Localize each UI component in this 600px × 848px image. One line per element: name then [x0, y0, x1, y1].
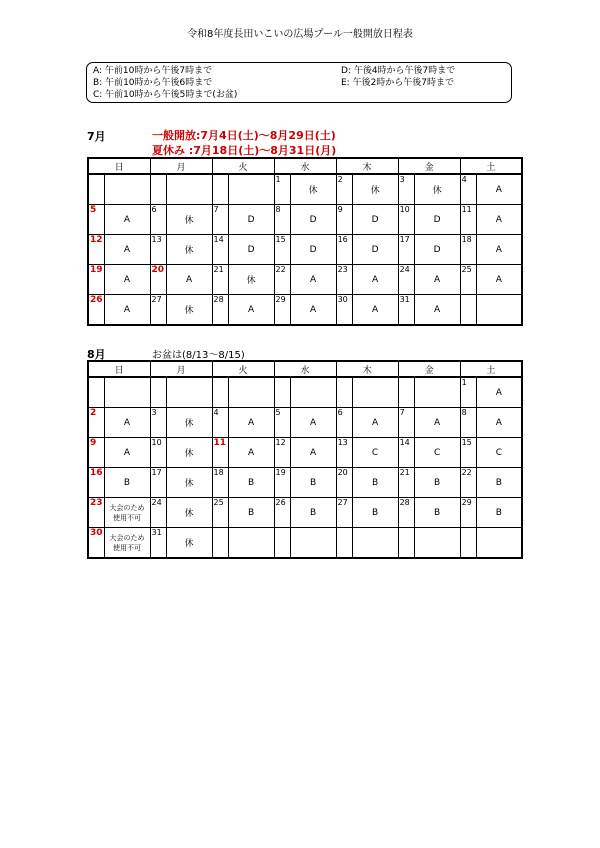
calendar-week-row — [88, 468, 522, 498]
july-summer-period: 夏休み :7月18日(土)～8月31日(月) — [152, 144, 337, 157]
day-number: 5 — [88, 205, 104, 235]
day-number: 12 — [274, 438, 290, 468]
day-status: 大会のため 使用不可 — [104, 528, 150, 559]
calendar-week-row — [88, 498, 522, 528]
day-number: 14 — [212, 235, 228, 265]
day-status: D — [290, 235, 336, 265]
day-status — [476, 295, 522, 326]
day-status: 休 — [166, 295, 212, 326]
day-number: 30 — [88, 528, 104, 559]
august-calendar — [87, 360, 523, 559]
day-number: 6 — [150, 205, 166, 235]
day-number — [88, 174, 104, 205]
day-number: 26 — [88, 295, 104, 326]
day-number: 12 — [88, 235, 104, 265]
july-label: 7月 — [87, 130, 106, 143]
day-status — [290, 528, 336, 559]
day-status: D — [228, 235, 274, 265]
calendar-week-row — [88, 265, 522, 295]
day-number — [336, 528, 352, 559]
day-number: 25 — [212, 498, 228, 528]
day-number: 2 — [88, 408, 104, 438]
day-status: A — [228, 295, 274, 326]
day-number: 18 — [460, 235, 476, 265]
day-status: A — [104, 265, 150, 295]
day-status: 休 — [166, 528, 212, 559]
august-label: 8月 — [87, 348, 106, 361]
day-number: 6 — [336, 408, 352, 438]
day-number — [150, 377, 166, 408]
legend-b: B: 午前10時から午後6時まで — [93, 78, 213, 88]
day-number: 9 — [88, 438, 104, 468]
weekday-header: 火 — [212, 361, 274, 377]
day-number: 1 — [460, 377, 476, 408]
day-status: A — [414, 408, 460, 438]
day-number: 13 — [336, 438, 352, 468]
day-number: 23 — [336, 265, 352, 295]
day-status: B — [352, 468, 398, 498]
day-number: 21 — [212, 265, 228, 295]
day-status: A — [476, 377, 522, 408]
day-status: B — [414, 468, 460, 498]
day-number — [150, 174, 166, 205]
day-number: 16 — [88, 468, 104, 498]
day-number: 7 — [398, 408, 414, 438]
calendar-week-row — [88, 205, 522, 235]
day-status: A — [104, 408, 150, 438]
day-number — [398, 528, 414, 559]
day-number: 20 — [150, 265, 166, 295]
day-status: A — [290, 408, 336, 438]
day-status: C — [414, 438, 460, 468]
day-status: D — [414, 235, 460, 265]
day-number: 10 — [150, 438, 166, 468]
day-number: 27 — [150, 295, 166, 326]
day-number: 31 — [398, 295, 414, 326]
day-status — [414, 377, 460, 408]
day-status: B — [104, 468, 150, 498]
day-status: A — [352, 295, 398, 326]
day-number: 28 — [212, 295, 228, 326]
day-status: B — [352, 498, 398, 528]
day-status — [476, 528, 522, 559]
legend-d: D: 午後4時から午後7時まで — [341, 66, 456, 76]
day-status — [104, 377, 150, 408]
day-number — [460, 528, 476, 559]
weekday-header: 木 — [336, 158, 398, 174]
day-number — [336, 377, 352, 408]
day-number: 22 — [274, 265, 290, 295]
day-number: 11 — [460, 205, 476, 235]
day-number: 17 — [150, 468, 166, 498]
day-status: 休 — [414, 174, 460, 205]
july-general-period: 一般開放:7月4日(土)～8月29日(土) — [152, 129, 336, 142]
day-number: 4 — [212, 408, 228, 438]
day-status: A — [104, 235, 150, 265]
weekday-header: 土 — [460, 158, 522, 174]
day-number: 28 — [398, 498, 414, 528]
day-status: A — [476, 235, 522, 265]
day-number: 3 — [150, 408, 166, 438]
day-number: 29 — [274, 295, 290, 326]
day-status: A — [104, 295, 150, 326]
day-number — [398, 377, 414, 408]
day-number — [212, 377, 228, 408]
calendar-week-row — [88, 438, 522, 468]
day-status: 休 — [290, 174, 336, 205]
day-status: A — [290, 438, 336, 468]
day-number: 23 — [88, 498, 104, 528]
day-status: B — [228, 498, 274, 528]
day-status — [290, 377, 336, 408]
day-status: 休 — [352, 174, 398, 205]
day-number: 21 — [398, 468, 414, 498]
day-number: 7 — [212, 205, 228, 235]
day-status: 休 — [166, 468, 212, 498]
day-number: 31 — [150, 528, 166, 559]
calendar-week-row — [88, 174, 522, 205]
weekday-header: 金 — [398, 361, 460, 377]
day-status — [352, 377, 398, 408]
day-number: 14 — [398, 438, 414, 468]
legend-box — [86, 62, 512, 103]
day-status: A — [352, 265, 398, 295]
day-number — [274, 377, 290, 408]
day-status — [228, 377, 274, 408]
day-number: 4 — [460, 174, 476, 205]
day-number — [274, 528, 290, 559]
day-number: 10 — [398, 205, 414, 235]
calendar-week-row — [88, 408, 522, 438]
day-number: 25 — [460, 265, 476, 295]
weekday-header: 土 — [460, 361, 522, 377]
day-status: D — [290, 205, 336, 235]
day-status: A — [414, 265, 460, 295]
day-number: 26 — [274, 498, 290, 528]
day-status: 大会のため 使用不可 — [104, 498, 150, 528]
calendar-week-row — [88, 235, 522, 265]
day-status — [104, 174, 150, 205]
day-number: 17 — [398, 235, 414, 265]
day-status: D — [352, 235, 398, 265]
day-status: B — [476, 498, 522, 528]
legend-a: A: 午前10時から午後7時まで — [93, 66, 213, 76]
day-number: 24 — [398, 265, 414, 295]
day-status — [228, 174, 274, 205]
day-status: D — [228, 205, 274, 235]
legend-c: C: 午前10時から午後5時まで(お盆) — [93, 90, 238, 100]
day-number: 29 — [460, 498, 476, 528]
day-status: B — [290, 498, 336, 528]
day-number: 13 — [150, 235, 166, 265]
day-number: 27 — [336, 498, 352, 528]
day-status: A — [104, 438, 150, 468]
day-status: 休 — [166, 205, 212, 235]
weekday-header: 金 — [398, 158, 460, 174]
day-status: A — [166, 265, 212, 295]
legend-e: E: 午後2時から午後7時まで — [341, 78, 455, 88]
weekday-header: 日 — [88, 361, 150, 377]
day-number: 9 — [336, 205, 352, 235]
day-number: 16 — [336, 235, 352, 265]
day-number: 18 — [212, 468, 228, 498]
weekday-header: 火 — [212, 158, 274, 174]
day-number: 19 — [88, 265, 104, 295]
day-status: 休 — [166, 498, 212, 528]
day-status: A — [414, 295, 460, 326]
weekday-header: 月 — [150, 158, 212, 174]
day-status: A — [104, 205, 150, 235]
day-status: B — [414, 498, 460, 528]
day-status — [414, 528, 460, 559]
day-number: 20 — [336, 468, 352, 498]
day-status: 休 — [166, 408, 212, 438]
august-obon-note: お盆は(8/13～8/15) — [152, 350, 245, 361]
july-calendar — [87, 157, 523, 326]
day-number: 3 — [398, 174, 414, 205]
day-number: 24 — [150, 498, 166, 528]
weekday-header: 木 — [336, 361, 398, 377]
calendar-week-row — [88, 295, 522, 326]
day-status: A — [476, 174, 522, 205]
day-status — [166, 174, 212, 205]
day-status: 休 — [166, 235, 212, 265]
weekday-header: 月 — [150, 361, 212, 377]
day-status: D — [414, 205, 460, 235]
calendar-week-row — [88, 528, 522, 559]
day-number: 2 — [336, 174, 352, 205]
weekday-header: 日 — [88, 158, 150, 174]
day-number — [212, 174, 228, 205]
day-status: A — [476, 205, 522, 235]
day-status: 休 — [166, 438, 212, 468]
day-number: 8 — [460, 408, 476, 438]
day-number: 1 — [274, 174, 290, 205]
day-status: D — [352, 205, 398, 235]
day-number: 15 — [460, 438, 476, 468]
day-status: 休 — [228, 265, 274, 295]
day-status: A — [290, 295, 336, 326]
day-number: 30 — [336, 295, 352, 326]
day-number — [460, 295, 476, 326]
day-number: 8 — [274, 205, 290, 235]
day-status: B — [290, 468, 336, 498]
day-status: A — [352, 408, 398, 438]
day-status: A — [228, 408, 274, 438]
day-number: 22 — [460, 468, 476, 498]
day-number: 19 — [274, 468, 290, 498]
weekday-header: 水 — [274, 158, 336, 174]
page-title: 令和8年度長田いこいの広場プール一般開放日程表 — [187, 29, 413, 40]
day-number: 15 — [274, 235, 290, 265]
day-number — [212, 528, 228, 559]
day-status — [352, 528, 398, 559]
day-status: B — [228, 468, 274, 498]
day-status — [228, 528, 274, 559]
day-number: 11 — [212, 438, 228, 468]
day-status: A — [476, 265, 522, 295]
weekday-header: 水 — [274, 361, 336, 377]
day-status: C — [352, 438, 398, 468]
day-number: 5 — [274, 408, 290, 438]
day-number — [88, 377, 104, 408]
day-status: A — [228, 438, 274, 468]
day-status: A — [290, 265, 336, 295]
day-status: A — [476, 408, 522, 438]
calendar-week-row — [88, 377, 522, 408]
day-status: C — [476, 438, 522, 468]
day-status: B — [476, 468, 522, 498]
day-status — [166, 377, 212, 408]
